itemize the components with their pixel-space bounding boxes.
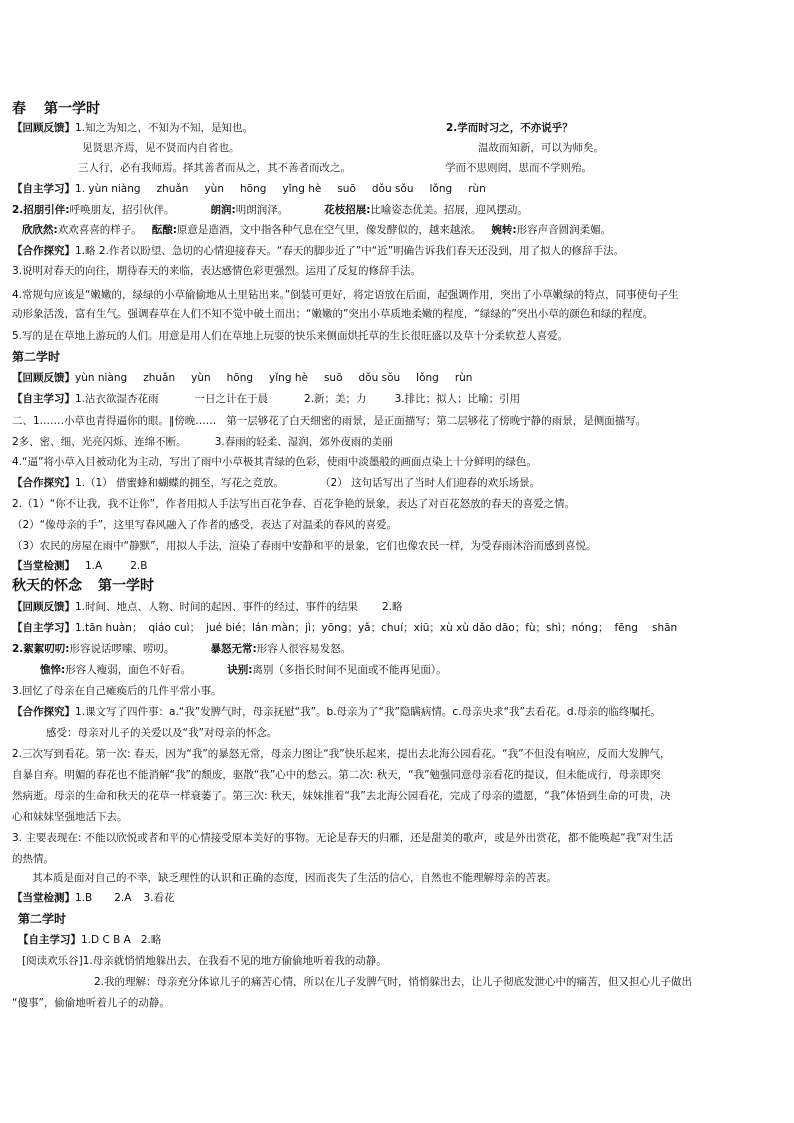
spring-review2-pinyin — [12, 371, 488, 385]
vocab-term: 欣欣然: — [22, 224, 58, 236]
pinyin-item: suō — [337, 183, 356, 195]
pinyin-item: lǒng — [429, 183, 453, 195]
pinyin-item: 1.tān huàn； — [75, 622, 143, 634]
pinyin-item: dǒu sǒu — [371, 183, 414, 195]
coop-text: （2）“像母亲的手”，这里写春风融入了作者的感受，表达了对温柔的春风的喜爱。 — [12, 519, 398, 531]
spring-review-line1 — [12, 121, 253, 135]
pinyin-item: zhuǎn — [143, 372, 176, 384]
spring-self2-line — [12, 392, 520, 406]
part2-text: 二、1.……小草也青得逼你的眼。‖傍晚…… — [12, 415, 217, 427]
reading-text: “傻事”，偷偷地听着儿子的动静。 — [12, 997, 170, 1009]
self-study-item: 一日之计在于晨 — [194, 393, 269, 405]
reading-text: 2.我的理解：母亲充分体谅儿子的痛苦心情，所以在儿子发脾气时，悄悄躲出去，让儿子彻底发泄心中的痛苦，但又担心儿子做出 — [94, 976, 693, 988]
review-item: 三人行，必有我师焉。择其善者而从之，其不善者而改之。 — [78, 162, 351, 174]
vocab-definition: 原意是造酒，文中指各种气息在空气里，像发酵似的，越来越浓。 — [176, 224, 482, 236]
pinyin-item: qiáo cuì； — [148, 622, 201, 634]
self-study-item: 3.回忆了母亲在自己瘫痪后的几件平常小事。 — [12, 685, 222, 697]
pinyin-item: zhuǎn — [156, 183, 189, 195]
coop-text: 1.课文写了四件事：a.“我”发脾气时，母亲抚慰“我”。b.母亲为了“我”隐瞒病情。c.母亲央求“我”去看花。d.母亲的临终嘱托。 — [75, 706, 661, 718]
coop-text: 2.（1）“你不让我，我不让你”，作者用拟人手法写出百花争春、百花争艳的景象，表达了对百花怒放的春天的喜爱之情。 — [12, 498, 576, 510]
pinyin-item: rùn — [468, 183, 486, 195]
coop-text: 的热情。 — [12, 853, 54, 865]
vocab-definition: 形容说话啰嗦、唠叨。 — [69, 643, 175, 655]
check-answer: 2.A — [114, 892, 132, 904]
vocab-definition: 欢欢喜喜的样子。 — [57, 224, 142, 236]
review-item: 学而不思则罔，思而不学则殆。 — [445, 162, 592, 174]
spring-vocab-line1 — [12, 203, 528, 217]
pinyin-item: yùn — [204, 183, 224, 195]
vocab-definition: 离别（多指长时间不见面或不能再见面）。 — [252, 664, 447, 676]
self-study-item: 1.沾衣欲湿杏花雨 — [75, 393, 159, 405]
autumn-self-pinyin — [12, 621, 683, 635]
pinyin-item: yùn — [191, 372, 211, 384]
pinyin-item: yǐng hè — [269, 372, 308, 384]
spring-vocab-line2 — [22, 223, 611, 237]
pinyin-item: lǒng — [416, 372, 439, 384]
check-answer: 2.B — [130, 560, 148, 572]
spring-coop-line1 — [12, 244, 624, 258]
vocab-term: 花枝招展: — [324, 204, 371, 216]
autumn-review-line — [12, 600, 403, 614]
pinyin-item: hōng — [226, 372, 254, 384]
coop-text: 3. 主要表现在: 不能以欣悦或者和平的心情接受原本美好的事物。无论是春天的归雁，还是甜美的歌声，或是外出赏花，都不能唤起“我”对生活 — [12, 832, 674, 844]
self-study-item: 2.新；美；力 — [304, 393, 367, 405]
spring-lesson1-heading: 第一学时 — [44, 101, 100, 117]
coop-text: （3）农民的房屋在雨中“静默”，用拟人手法，渲染了春雨中安静和平的景象，它们也像农民一样，为受春雨沐浴而感到喜悦。 — [12, 540, 597, 552]
pinyin-item: hōng — [240, 183, 267, 195]
check-answer: 1.A — [85, 560, 103, 572]
coop-text: 动形象活泼，富有生气。强调春草在人们不知不觉中破土而出；“嫩嫩的”突出小草质地柔嫩的程度，“绿绿的”突出小草的颜色和绿的程度。 — [12, 308, 654, 320]
spring-check-line — [12, 559, 147, 573]
vocab-term: 2.絮絮叨叨: — [12, 643, 70, 655]
coop-text: 然病逝。母亲的生命和秋天的花草一样衰萎了。第三次: 秋天，妹妹推着“我”去北海公园看花，完成了母亲的遗愿，“我”体悟到生命的可贵，决 — [12, 790, 671, 802]
part2-text: 2多、密、细、光亮闪烁、连绵不断。 — [12, 436, 187, 448]
autumn-title: 秋天的怀念 — [12, 578, 82, 594]
spring-coop2-line1 — [12, 476, 540, 490]
review-item: 2.学而时习之，不亦说乎？ — [446, 122, 573, 134]
vocab-term: 暴怒无常: — [210, 643, 257, 655]
coop-text: 4.常规句应该是“嫩嫩的，绿绿的小草偷偷地从土里钻出来。”倒装可更好，将定语放在后面，起强调作用，突出了小草嫩绿的特点，同事使句子生 — [12, 289, 679, 301]
autumn-self2-line — [18, 933, 161, 947]
review-tag: 【回顾反馈】 — [12, 372, 75, 384]
spring-lesson2-heading: 第二学时 — [12, 350, 61, 364]
coop-text: 2.三次写到看花。第一次: 春天，因为“我”的暴怒无常，母亲力图让“我”快乐起来，提出去北海公园看花。“我”不但没有响应，反而大发脾气， — [12, 748, 671, 760]
autumn-vocab-line1 — [12, 642, 351, 656]
check-tag: 【当堂检测】 — [12, 560, 75, 572]
autumn-lesson1-heading: 第一学时 — [98, 578, 154, 594]
pinyin-item: yǐng hè — [282, 183, 322, 195]
spring-part2-line1 — [12, 414, 646, 428]
pinyin-item: shān — [651, 622, 678, 634]
review-tag: 【回顾反馈】 — [12, 601, 75, 613]
coop-text: 其本质是面对自己的不幸，缺乏理性的认识和正确的态度，因而丧失了生活的信心，自然也不能理解母亲的苦衷。 — [32, 872, 557, 884]
vocab-definition: 形容声音圆润柔媚。 — [516, 224, 612, 236]
spring-title: 春 — [12, 101, 26, 117]
vocab-term: 婉转: — [491, 224, 517, 236]
vocab-term: 2.招朋引伴: — [12, 204, 70, 216]
autumn-vocab-line2 — [40, 663, 447, 677]
spring-part2-line2 — [12, 435, 393, 449]
pinyin-item: fēng — [614, 622, 638, 634]
pinyin-item: dǒu sǒu — [358, 372, 401, 384]
part2-text: 4.“逼”将小草入目被动化为主动，写出了雨中小草极其青绿的色彩，使雨中淡墨般的画面点染上十分鲜明的绿色。 — [12, 456, 537, 468]
review-item: 温故而知新，可以为师矣。 — [478, 142, 604, 154]
check-tag: 【当堂检测】 — [12, 892, 75, 904]
autumn-coop-line1 — [12, 705, 661, 719]
coop-text: 1.（1） 借蜜蜂和蝴蝶的拥至，写花之竞放。 — [75, 477, 285, 489]
coop-text: 感受：母亲对儿子的关爱以及“我”对母亲的怀念。 — [46, 727, 278, 739]
self-study-item: 3.排比；拟人；比喻；引用 — [394, 393, 521, 405]
check-answer: 1.B — [75, 892, 93, 904]
review-item: 见贤思齐焉，见不贤而内自省也。 — [82, 142, 240, 154]
coop-text: 自暴自弃。明媚的春花也不能消解“我”的颓废，驱散“我”心中的愁云。第二次: 秋天，“我”勉强同意母亲看花的提议，但未能成行，母亲即突 — [12, 769, 661, 781]
autumn-check-line — [12, 891, 174, 905]
review-item: 2.略 — [382, 601, 403, 613]
self-study-tag: 【自主学习】 — [12, 183, 75, 195]
review-item: 1.时间、地点、人物、时间的起因、事件的经过、事件的结果 — [75, 601, 359, 613]
pinyin-item: rùn — [454, 372, 473, 384]
spring-self-study-pinyin — [12, 182, 502, 196]
self-study-item: 1.D C B A — [81, 934, 131, 946]
reading-text: 1.母亲就悄悄地躲出去，在我看不见的地方偷偷地听着我的动静。 — [82, 955, 387, 967]
coop-tag: 【合作探究】 — [12, 477, 75, 489]
autumn-lesson2-heading: 第二学时 — [18, 912, 67, 926]
part2-text: 第一层够花了白天细密的雨景，是正面描写；第二层够花了傍晚宁静的雨景，是侧面描写。 — [226, 415, 647, 427]
coop-text: 3.说明对春天的向往，期待春天的来临，表达感情色彩更强烈。运用了反复的修辞手法。 — [12, 265, 422, 277]
vocab-definition: 形容人瘦弱，面色不好看。 — [65, 664, 192, 676]
pinyin-item: yùn niàng — [75, 372, 128, 384]
self-study-tag: 【自主学习】 — [12, 622, 75, 634]
vocab-term: 憔悴: — [40, 664, 66, 676]
coop-tag: 【合作探究】 — [12, 706, 75, 718]
vocab-definition: 比喻姿态优美。招展，迎风摆动。 — [370, 204, 528, 216]
pinyin-item: 1. yùn niàng — [75, 183, 141, 195]
review-tag: 【回顾反馈】 — [12, 122, 75, 134]
self-study-tag: 【自主学习】 — [12, 393, 75, 405]
review-item: 1.知之为知之，不知为不知，是知也。 — [75, 122, 254, 134]
vocab-definition: 明朗润泽。 — [235, 204, 289, 216]
vocab-term: 朗润: — [210, 204, 236, 216]
section-title-spring — [12, 100, 100, 118]
coop-tag: 【合作探究】 — [12, 245, 75, 257]
self-study-tag: 【自主学习】 — [18, 934, 81, 946]
vocab-term: 酝酿: — [151, 224, 177, 236]
coop-text: 1.略 2.作者以盼望、急切的心情迎接春天。“春天的脚步近了”中“近” — [75, 245, 394, 257]
pinyin-item: suō — [323, 372, 343, 384]
reading-tag: [阅读欢乐谷] — [22, 955, 83, 967]
vocab-definition: 呼唤朋友，招引伙伴。 — [69, 204, 175, 216]
autumn-reading-line1 — [22, 954, 387, 968]
coop-text: 明确告诉我们春天还没到，用了拟人的修辞手法。 — [393, 245, 625, 257]
coop-text: 心和妹妹坚强地活下去。 — [12, 811, 128, 823]
pinyin-item: jué bié；lán màn；jì；yōng；yǎ；chuí；xiū；xù xù dǎo dāo；fù；shì；nóng； — [206, 622, 609, 634]
vocab-definition: 形容人很容易发怒。 — [256, 643, 352, 655]
coop-text: （2） 这句话写出了当时人们迎春的欢乐场景。 — [320, 477, 541, 489]
self-study-item: 2.略 — [140, 934, 162, 946]
vocab-term: 诀别: — [227, 664, 253, 676]
section-title-autumn — [12, 577, 154, 595]
part2-text: 3.春雨的轻柔、湿润，郊外夜雨的美丽 — [214, 436, 393, 448]
check-answer: 3.看花 — [143, 892, 175, 904]
coop-text: 5.写的是在草地上游玩的人们。用意是用人们在草地上玩耍的快乐来侧面烘托草的生长很旺盛以及草十分柔软惹人喜爱。 — [12, 330, 569, 342]
